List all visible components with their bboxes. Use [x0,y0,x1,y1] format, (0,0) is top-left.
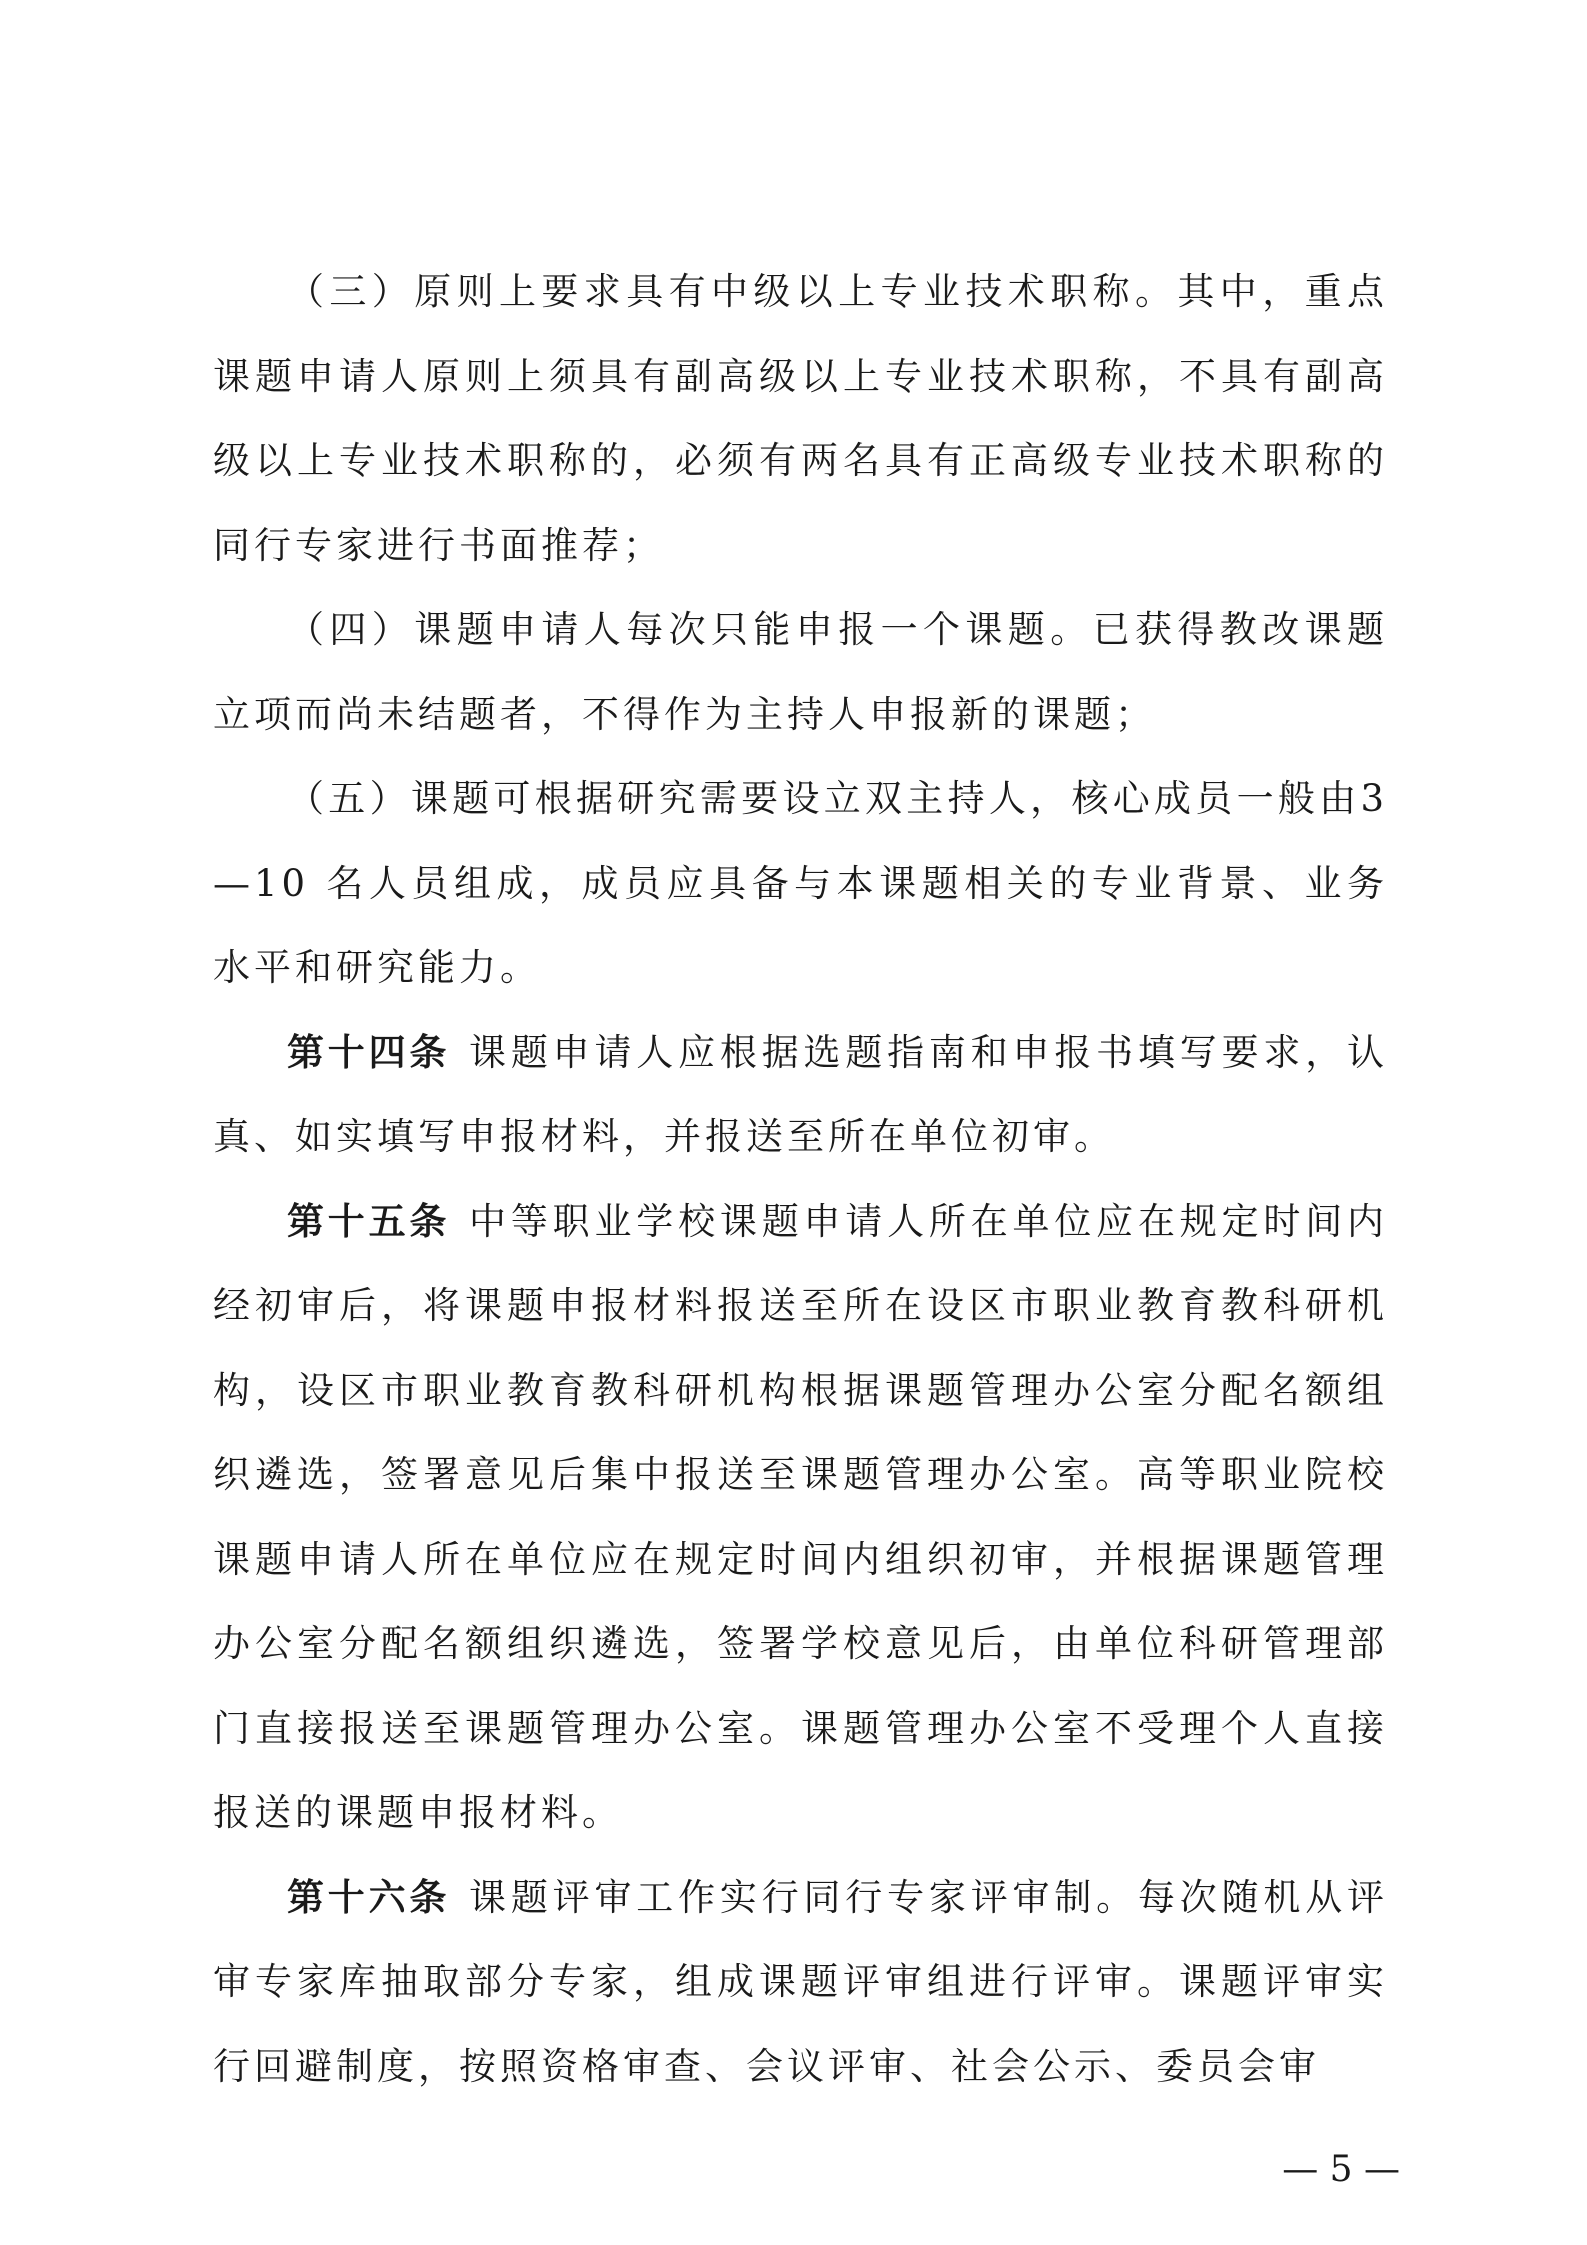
article-text: 课题申请人应根据选题指南和申报书填写要求，认真、如实填写申报材料，并报送至所在单位初审。 [213,1030,1389,1158]
document-body [213,250,1388,2109]
article-label: 第十四条 [287,1030,451,1074]
article-label: 第十六条 [287,1875,451,1919]
article-text: 中等职业学校课题申请人所在单位应在规定时间内经初审后，将课题申报材料报送至所在设区市职业教育教科研机构，设区市职业教育教科研机构根据课题管理办公室分配名额组织遴选，签署意见后集中报送至课题管理办公室。高等职业院校课题申请人所在单位应在规定时间内组织初审，并根据课题管理办公室分配名额组织遴选，签署学校意见后，由单位科研管理部门直接报送至课题管理办公室。课题管理办公室不受理个人直接报送的课题申报材料。 [213,1199,1389,1834]
article-16 [213,1856,1388,2110]
article-14 [213,1011,1388,1180]
paragraph-text: （四）课题申请人每次只能申报一个课题。已获得教改课题立项而尚未结题者，不得作为主持人申报新的课题； [213,608,1388,736]
paragraph-item-5 [213,757,1388,1011]
paragraph-text: （三）原则上要求具有中级以上专业技术职称。其中，重点课题申请人原则上须具有副高级以上专业技术职称，不具有副高级以上专业技术职称的，必须有两名具有正高级专业技术职称的同行专家进行书面推荐； [213,270,1388,567]
article-15 [213,1180,1388,1856]
paragraph-item-3 [213,250,1388,588]
paragraph-text: （五）课题可根据研究需要设立双主持人，核心成员一般由3—10 名人员组成，成员应具备与本课题相关的专业背景、业务水平和研究能力。 [213,777,1388,989]
paragraph-item-4 [213,588,1388,757]
page-number: — 5 — [1282,2149,1400,2190]
article-label: 第十五条 [287,1199,451,1243]
article-text: 课题评审工作实行同行专家评审制。每次随机从评审专家库抽取部分专家，组成课题评审组进行评审。课题评审实行回避制度，按照资格审查、会议评审、社会公示、委员会审 [213,1875,1389,2088]
